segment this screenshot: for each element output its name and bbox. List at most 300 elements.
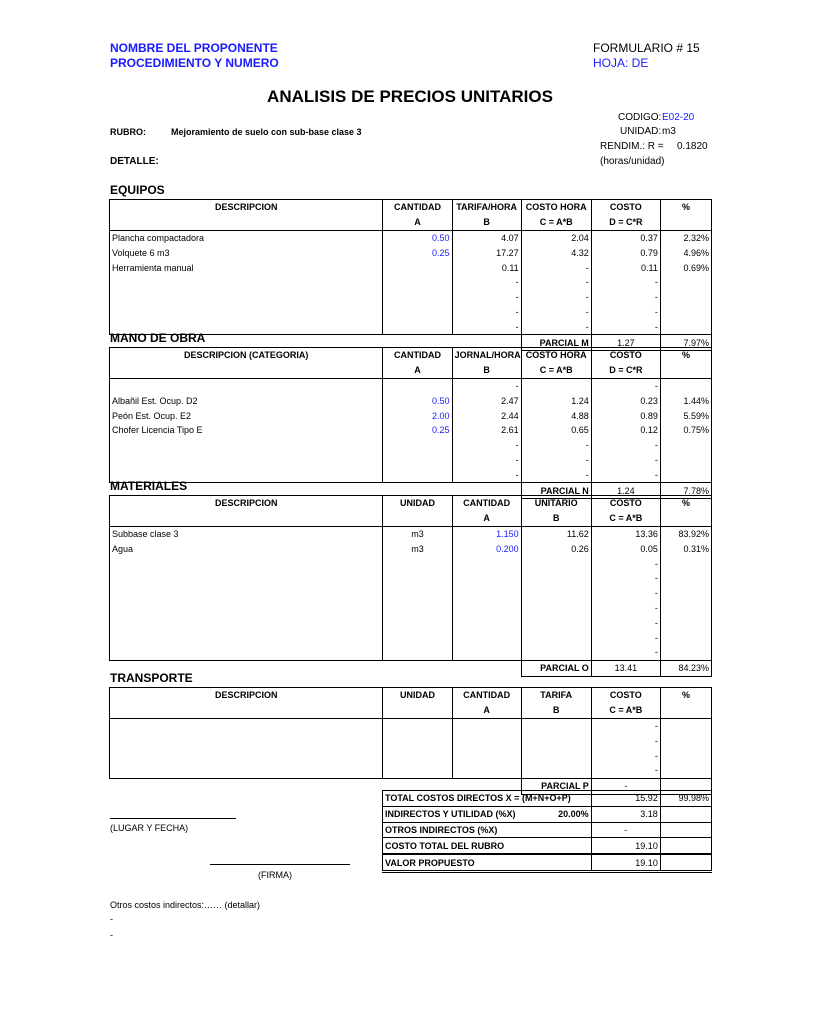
materiales-cell: m3 xyxy=(383,541,452,556)
materiales-cell: Agua xyxy=(110,541,383,556)
transporte-cell xyxy=(383,718,452,733)
materiales-cell xyxy=(110,601,383,616)
equipos-cell: 4.96% xyxy=(660,245,711,260)
materiales-cell: 0.200 xyxy=(452,541,521,556)
mano_obra-cell: - xyxy=(591,453,660,468)
materiales-cell xyxy=(110,556,383,571)
materiales-cell xyxy=(383,615,452,630)
materiales-cell: 11.62 xyxy=(521,526,591,541)
mano_obra-cell xyxy=(383,453,452,468)
totals-pct xyxy=(660,822,711,838)
transporte-col-subheader: C = A*B xyxy=(591,703,660,718)
mano_obra-cell: - xyxy=(452,378,521,393)
procedimiento-label: PROCEDIMIENTO Y NUMERO xyxy=(110,56,279,70)
equipos-parcial-value: 1.27 xyxy=(591,335,660,351)
transporte-cell xyxy=(452,763,521,778)
mano_obra-cell: - xyxy=(591,467,660,482)
materiales-col-header: UNIDAD xyxy=(383,496,452,511)
transporte-cell xyxy=(452,748,521,763)
equipos-cell xyxy=(110,305,383,320)
materiales-cell xyxy=(383,571,452,586)
materiales-col-header: COSTO xyxy=(591,496,660,511)
totals-value: 3.18 xyxy=(591,806,660,822)
table-row xyxy=(110,718,712,733)
equipos-col-header: DESCRIPCION xyxy=(110,200,383,215)
materiales-cell xyxy=(452,615,521,630)
materiales-cell xyxy=(660,645,711,660)
equipos-col-subheader: D = C*R xyxy=(591,215,660,230)
rendim-label: RENDIM.: R = xyxy=(600,141,664,152)
mano_obra-cell xyxy=(383,378,452,393)
unidad-value: m3 xyxy=(662,126,676,137)
transporte-cell xyxy=(383,733,452,748)
transporte-cell xyxy=(110,748,383,763)
equipos-cell: - xyxy=(452,275,521,290)
table-row xyxy=(110,763,712,778)
detalle-label: DETALLE: xyxy=(110,156,159,167)
table-row xyxy=(110,408,712,423)
transporte-col-subheader: B xyxy=(521,703,591,718)
mano_obra-cell: 0.75% xyxy=(660,423,711,438)
materiales-cell xyxy=(521,601,591,616)
equipos-col-subheader: C = A*B xyxy=(521,215,591,230)
materiales-cell xyxy=(110,571,383,586)
equipos-cell xyxy=(660,275,711,290)
materiales-cell xyxy=(521,586,591,601)
mano_obra-cell xyxy=(110,438,383,453)
materiales-cell xyxy=(660,601,711,616)
totals-label: COSTO TOTAL DEL RUBRO xyxy=(383,838,523,854)
transporte-cell xyxy=(383,763,452,778)
formulario-label: FORMULARIO # 15 xyxy=(593,41,700,55)
equipos-cell xyxy=(660,290,711,305)
equipos-cell: - xyxy=(591,305,660,320)
totals-extra: 20.00% xyxy=(523,806,591,822)
equipos-cell: 0.25 xyxy=(383,245,452,260)
transporte-title: TRANSPORTE xyxy=(110,671,193,685)
mano_obra-cell: - xyxy=(452,438,521,453)
totals-row xyxy=(383,791,712,807)
totals-extra xyxy=(523,822,591,838)
materiales-cell xyxy=(452,586,521,601)
materiales-cell: - xyxy=(591,615,660,630)
mano_obra-col-subheader: D = C*R xyxy=(591,363,660,378)
materiales-col-header: DESCRIPCION xyxy=(110,496,383,511)
totals-value: 19.10 xyxy=(591,838,660,854)
transporte-cell xyxy=(110,733,383,748)
mano_obra-cell xyxy=(660,438,711,453)
totals-pct xyxy=(660,854,711,871)
mano-obra-title: MANO DE OBRA xyxy=(110,331,206,345)
proponente-label: NOMBRE DEL PROPONENTE xyxy=(110,41,278,55)
totals-row xyxy=(383,838,712,854)
materiales-cell xyxy=(452,601,521,616)
materiales-cell xyxy=(110,645,383,660)
firma-line xyxy=(210,864,350,865)
transporte-cell xyxy=(521,763,591,778)
mano_obra-col-subheader: C = A*B xyxy=(521,363,591,378)
equipos-cell: 4.07 xyxy=(452,230,521,245)
equipos-cell: - xyxy=(452,319,521,334)
table-row xyxy=(110,556,712,571)
transporte-cell: - xyxy=(591,718,660,733)
mano_obra-cell: - xyxy=(452,453,521,468)
table-row xyxy=(110,453,712,468)
mano_obra-cell xyxy=(521,378,591,393)
transporte-col-subheader xyxy=(110,703,383,718)
equipos-cell xyxy=(110,319,383,334)
materiales-cell: - xyxy=(591,630,660,645)
transporte-col-header: % xyxy=(660,688,711,703)
mano_obra-cell: 0.12 xyxy=(591,423,660,438)
equipos-cell: - xyxy=(591,290,660,305)
otros-dash-1: - xyxy=(110,914,113,924)
rendim-value: 0.1820 xyxy=(677,141,708,152)
transporte-table xyxy=(109,687,712,795)
equipos-cell: 2.32% xyxy=(660,230,711,245)
table-row xyxy=(110,305,712,320)
materiales-col-header: % xyxy=(660,496,711,511)
mano_obra-cell xyxy=(110,467,383,482)
materiales-cell: - xyxy=(591,556,660,571)
materiales-cell xyxy=(383,556,452,571)
materiales-cell: 1.150 xyxy=(452,526,521,541)
equipos-parcial-label: PARCIAL M xyxy=(521,335,591,351)
transporte-col-header: CANTIDAD xyxy=(452,688,521,703)
mano_obra-cell: Chofer Licencia Tipo E xyxy=(110,423,383,438)
mano_obra-parcial-value: 1.24 xyxy=(591,483,660,499)
mano_obra-cell xyxy=(383,438,452,453)
table-row xyxy=(110,260,712,275)
table-row xyxy=(110,378,712,393)
totals-label: INDIRECTOS Y UTILIDAD (%X) xyxy=(383,806,523,822)
transporte-col-subheader xyxy=(660,703,711,718)
materiales-cell: - xyxy=(591,586,660,601)
materiales-cell: 0.31% xyxy=(660,541,711,556)
materiales-cell xyxy=(110,586,383,601)
table-row xyxy=(110,615,712,630)
equipos-col-subheader: A xyxy=(383,215,452,230)
equipos-cell xyxy=(660,305,711,320)
totals-label: OTROS INDIRECTOS (%X) xyxy=(383,822,523,838)
equipos-cell: 0.69% xyxy=(660,260,711,275)
hoja-label: HOJA: DE xyxy=(593,56,649,70)
transporte-col-header: COSTO xyxy=(591,688,660,703)
mano_obra-col-subheader xyxy=(660,363,711,378)
equipos-cell xyxy=(110,290,383,305)
transporte-cell xyxy=(110,763,383,778)
totals-pct xyxy=(660,838,711,854)
materiales-table xyxy=(109,495,712,677)
totals-row xyxy=(383,822,712,838)
materiales-cell xyxy=(452,630,521,645)
transporte-cell xyxy=(521,748,591,763)
totals-row xyxy=(383,806,712,822)
mano_obra-cell: - xyxy=(591,378,660,393)
totals-value: 19.10 xyxy=(591,854,660,871)
table-row xyxy=(110,438,712,453)
mano_obra-cell xyxy=(110,378,383,393)
materiales-cell xyxy=(383,645,452,660)
rubro-label: RUBRO: xyxy=(110,127,146,137)
equipos-cell xyxy=(660,319,711,334)
materiales-cell xyxy=(660,586,711,601)
mano_obra-cell xyxy=(110,453,383,468)
equipos-cell: - xyxy=(521,305,591,320)
mano_obra-cell: 0.25 xyxy=(383,423,452,438)
materiales-parcial-value: 13.41 xyxy=(591,660,660,676)
materiales-parcial-pct: 84.23% xyxy=(660,660,711,676)
totals-value: - xyxy=(591,822,660,838)
unidad-label: UNIDAD: xyxy=(620,126,662,137)
materiales-col-subheader xyxy=(383,511,452,526)
horas-label: (horas/unidad) xyxy=(600,156,665,167)
equipos-col-header: COSTO xyxy=(591,200,660,215)
totals-extra xyxy=(523,854,591,871)
table-row xyxy=(110,601,712,616)
transporte-cell xyxy=(660,718,711,733)
transporte-col-subheader xyxy=(383,703,452,718)
totals-pct: 99.98% xyxy=(660,791,711,807)
materiales-cell xyxy=(452,645,521,660)
mano_obra-cell: 1.44% xyxy=(660,393,711,408)
equipos-cell: Herramienta manual xyxy=(110,260,383,275)
table-row xyxy=(110,748,712,763)
transporte-cell xyxy=(660,733,711,748)
equipos-cell: 0.11 xyxy=(591,260,660,275)
mano_obra-cell: 4.88 xyxy=(521,408,591,423)
equipos-title: EQUIPOS xyxy=(110,183,165,197)
rubro-value: Mejoramiento de suelo con sub-base clase 3 xyxy=(171,127,362,137)
materiales-parcial-label: PARCIAL O xyxy=(521,660,591,676)
transporte-col-header: DESCRIPCION xyxy=(110,688,383,703)
materiales-cell xyxy=(110,615,383,630)
materiales-col-subheader: A xyxy=(452,511,521,526)
mano_obra-cell xyxy=(660,453,711,468)
mano_obra-parcial-pct: 7.78% xyxy=(660,483,711,499)
table-row xyxy=(110,245,712,260)
totals-label: TOTAL COSTOS DIRECTOS X = (M+N+O+P) xyxy=(383,791,523,807)
materiales-col-subheader: C = A*B xyxy=(591,511,660,526)
table-row xyxy=(110,630,712,645)
equipos-cell: Volquete 6 m3 xyxy=(110,245,383,260)
materiales-col-subheader: B xyxy=(521,511,591,526)
transporte-cell xyxy=(452,718,521,733)
table-row xyxy=(110,230,712,245)
mano_obra-cell: - xyxy=(521,453,591,468)
transporte-cell: - xyxy=(591,763,660,778)
mano_obra-cell: 0.65 xyxy=(521,423,591,438)
transporte-cell xyxy=(660,748,711,763)
equipos-cell xyxy=(383,260,452,275)
materiales-title: MATERIALES xyxy=(110,479,188,493)
mano_obra-cell: 5.59% xyxy=(660,408,711,423)
equipos-cell: - xyxy=(591,275,660,290)
mano_obra-col-subheader: B xyxy=(452,363,521,378)
transporte-cell xyxy=(521,733,591,748)
equipos-col-subheader: B xyxy=(452,215,521,230)
table-row xyxy=(110,733,712,748)
mano_obra-col-subheader xyxy=(110,363,383,378)
materiales-cell xyxy=(521,645,591,660)
materiales-cell xyxy=(660,615,711,630)
table-row xyxy=(110,290,712,305)
codigo-value: E02-20 xyxy=(662,112,695,123)
mano_obra-cell xyxy=(660,378,711,393)
mano_obra-cell: 1.24 xyxy=(521,393,591,408)
table-row xyxy=(110,526,712,541)
materiales-cell xyxy=(521,571,591,586)
table-row xyxy=(110,393,712,408)
materiales-cell xyxy=(660,630,711,645)
table-row xyxy=(110,275,712,290)
equipos-table xyxy=(109,199,712,351)
equipos-cell: - xyxy=(521,275,591,290)
materiales-cell xyxy=(521,615,591,630)
totals-row xyxy=(383,854,712,871)
materiales-cell xyxy=(521,630,591,645)
equipos-cell xyxy=(383,275,452,290)
codigo-label: CODIGO: xyxy=(618,112,662,123)
mano_obra-col-header: DESCRIPCION (CATEGORIA) xyxy=(110,348,383,363)
materiales-col-subheader xyxy=(110,511,383,526)
mano_obra-cell: Peón Est. Ocup. E2 xyxy=(110,408,383,423)
table-row xyxy=(110,586,712,601)
materiales-cell: 0.05 xyxy=(591,541,660,556)
totals-pct xyxy=(660,806,711,822)
equipos-col-header: TARIFA/HORA xyxy=(452,200,521,215)
equipos-cell: 0.37 xyxy=(591,230,660,245)
totals-table xyxy=(382,790,712,873)
mano_obra-cell: 0.23 xyxy=(591,393,660,408)
materiales-cell xyxy=(660,571,711,586)
equipos-cell: Plancha compactadora xyxy=(110,230,383,245)
table-row xyxy=(110,319,712,334)
mano_obra-cell xyxy=(660,467,711,482)
table-row xyxy=(110,541,712,556)
materiales-cell xyxy=(383,601,452,616)
mano_obra-cell xyxy=(383,467,452,482)
table-row xyxy=(110,423,712,438)
materiales-cell: 83.92% xyxy=(660,526,711,541)
equipos-col-header: COSTO HORA xyxy=(521,200,591,215)
materiales-cell xyxy=(521,556,591,571)
materiales-col-subheader xyxy=(660,511,711,526)
mano_obra-cell: 0.89 xyxy=(591,408,660,423)
equipos-cell: 4.32 xyxy=(521,245,591,260)
equipos-cell: 0.11 xyxy=(452,260,521,275)
materiales-cell: - xyxy=(591,601,660,616)
equipos-cell: - xyxy=(521,260,591,275)
materiales-cell xyxy=(660,556,711,571)
equipos-cell: - xyxy=(452,290,521,305)
equipos-cell: - xyxy=(521,319,591,334)
totals-value: 15.92 xyxy=(591,791,660,807)
equipos-cell: - xyxy=(452,305,521,320)
mano_obra-col-header: COSTO xyxy=(591,348,660,363)
equipos-col-subheader xyxy=(660,215,711,230)
materiales-cell: m3 xyxy=(383,526,452,541)
otros-dash-2: - xyxy=(110,930,113,940)
mano_obra-cell: Albañil Est. Ocup. D2 xyxy=(110,393,383,408)
equipos-col-header: % xyxy=(660,200,711,215)
mano_obra-cell: - xyxy=(521,438,591,453)
materiales-cell xyxy=(110,630,383,645)
totals-label: VALOR PROPUESTO xyxy=(383,854,523,871)
transporte-cell: - xyxy=(591,733,660,748)
mano_obra-col-subheader: A xyxy=(383,363,452,378)
materiales-cell xyxy=(383,586,452,601)
materiales-cell: 0.26 xyxy=(521,541,591,556)
transporte-col-subheader: A xyxy=(452,703,521,718)
mano_obra-col-header: JORNAL/HORA xyxy=(452,348,521,363)
materiales-parcial-row xyxy=(110,660,712,676)
equipos-parcial-pct: 7.97% xyxy=(660,335,711,351)
transporte-cell xyxy=(110,718,383,733)
equipos-cell: 17.27 xyxy=(452,245,521,260)
materiales-cell xyxy=(383,630,452,645)
equipos-cell xyxy=(383,290,452,305)
transporte-cell xyxy=(521,718,591,733)
transporte-col-header: UNIDAD xyxy=(383,688,452,703)
mano_obra-col-header: CANTIDAD xyxy=(383,348,452,363)
firma-label: (FIRMA) xyxy=(258,870,292,880)
materiales-cell xyxy=(452,571,521,586)
lugar-line xyxy=(110,818,236,819)
materiales-cell: - xyxy=(591,645,660,660)
transporte-cell xyxy=(383,748,452,763)
mano_obra-cell: 2.47 xyxy=(452,393,521,408)
transporte-cell xyxy=(452,733,521,748)
equipos-cell: 2.04 xyxy=(521,230,591,245)
mano_obra-col-header: % xyxy=(660,348,711,363)
equipos-col-subheader xyxy=(110,215,383,230)
mano_obra-cell: 2.61 xyxy=(452,423,521,438)
table-row xyxy=(110,645,712,660)
page-title: ANALISIS DE PRECIOS UNITARIOS xyxy=(267,87,553,106)
materiales-cell: Subbase clase 3 xyxy=(110,526,383,541)
equipos-cell xyxy=(383,319,452,334)
equipos-cell xyxy=(110,275,383,290)
otros-costos-note: Otros costos indirectos:…… (detallar) xyxy=(110,900,261,910)
equipos-cell: 0.50 xyxy=(383,230,452,245)
mano_obra-cell: - xyxy=(591,438,660,453)
equipos-cell: - xyxy=(521,290,591,305)
mano_obra-cell: 2.00 xyxy=(383,408,452,423)
materiales-cell xyxy=(452,556,521,571)
equipos-cell xyxy=(383,305,452,320)
lugar-label: (LUGAR Y FECHA) xyxy=(110,823,189,833)
equipos-cell: 0.79 xyxy=(591,245,660,260)
materiales-cell: 13.36 xyxy=(591,526,660,541)
materiales-col-header: UNITARIO xyxy=(521,496,591,511)
transporte-col-header: TARIFA xyxy=(521,688,591,703)
equipos-cell: - xyxy=(591,319,660,334)
mano_obra-col-header: COSTO HORA xyxy=(521,348,591,363)
totals-extra xyxy=(523,838,591,854)
mano_obra-cell: 2.44 xyxy=(452,408,521,423)
transporte-parcial-value: - xyxy=(591,778,660,794)
transporte-cell: - xyxy=(591,748,660,763)
mano-obra-table xyxy=(109,347,712,499)
mano_obra-cell: - xyxy=(521,467,591,482)
table-row xyxy=(110,571,712,586)
mano_obra-cell: - xyxy=(452,467,521,482)
transporte-parcial-label: PARCIAL P xyxy=(521,778,591,794)
table-row xyxy=(110,467,712,482)
mano_obra-cell: 0.50 xyxy=(383,393,452,408)
transporte-cell xyxy=(660,763,711,778)
